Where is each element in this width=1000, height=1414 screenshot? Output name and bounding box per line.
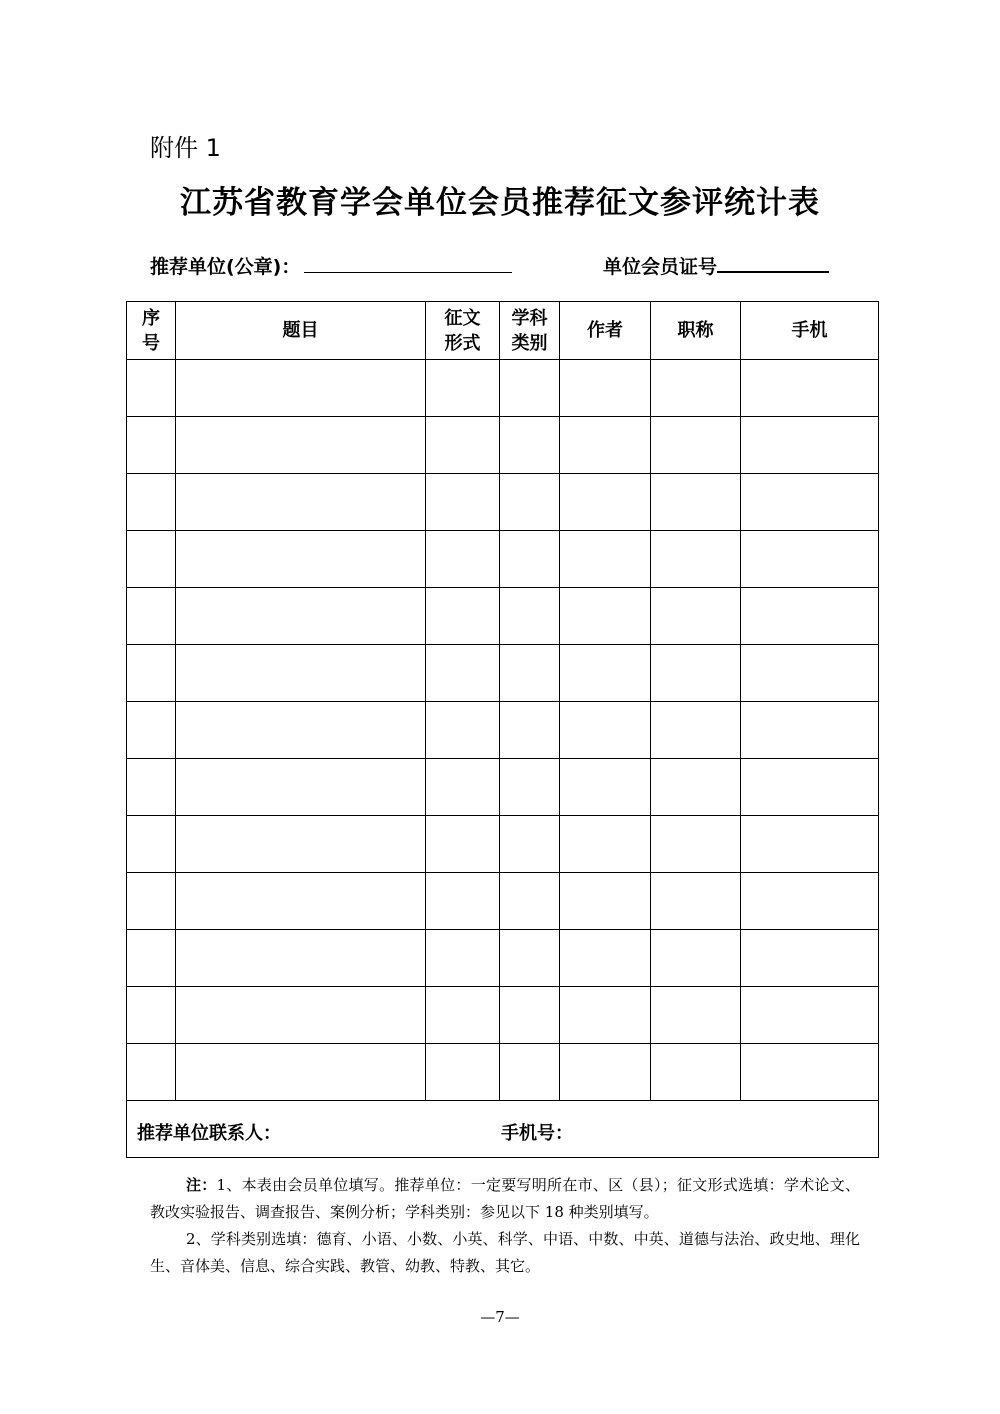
member-number-line: [603, 252, 829, 279]
page-number: —7—: [480, 1308, 520, 1326]
title-cell[interactable]: [651, 987, 741, 1044]
subject-cell[interactable]: [500, 759, 560, 816]
footer-cell: [127, 1101, 879, 1158]
topic-cell[interactable]: [176, 588, 426, 645]
format-cell[interactable]: [426, 987, 500, 1044]
topic-cell[interactable]: [176, 417, 426, 474]
table-row: [127, 1044, 879, 1101]
index-cell[interactable]: [127, 360, 176, 417]
table-row: [127, 474, 879, 531]
author-cell[interactable]: [560, 873, 651, 930]
header-subject: 学科 类别: [500, 302, 560, 360]
note-2: 2、学科类别选填：德育、小语、小数、小英、科学、中语、中数、中英、道德与法治、政史地、理化生、音体美、信息、综合实践、教管、幼教、特教、其它。: [150, 1230, 860, 1275]
format-cell[interactable]: [426, 588, 500, 645]
title-cell[interactable]: [651, 930, 741, 987]
title-cell[interactable]: [651, 702, 741, 759]
table-footer-row: [127, 1101, 879, 1158]
index-cell[interactable]: [127, 588, 176, 645]
table-row: [127, 702, 879, 759]
author-cell[interactable]: [560, 987, 651, 1044]
phone-cell[interactable]: [741, 702, 879, 759]
author-cell[interactable]: [560, 759, 651, 816]
table-row: [127, 531, 879, 588]
index-cell[interactable]: [127, 930, 176, 987]
topic-cell[interactable]: [176, 873, 426, 930]
format-cell[interactable]: [426, 417, 500, 474]
author-cell[interactable]: [560, 645, 651, 702]
recommend-unit-label: 推荐单位(公章)：: [150, 256, 301, 278]
attachment-label: 附件 1: [150, 134, 221, 162]
author-cell[interactable]: [560, 588, 651, 645]
contact-person-label: 推荐单位联系人：: [137, 1123, 281, 1144]
table-row: [127, 987, 879, 1044]
index-cell[interactable]: [127, 474, 176, 531]
header-format: 征文 形式: [426, 302, 500, 360]
table-row: [127, 588, 879, 645]
table-row: [127, 930, 879, 987]
title-cell[interactable]: [651, 531, 741, 588]
phone-cell[interactable]: [741, 474, 879, 531]
note-1-text: 1、本表由会员单位填写。推荐单位：一定要写明所在市、区（县）；征文形式选填：学术论文、教改实验报告、调查报告、案例分析；学科类别：参见以下 18 种类别填写。: [150, 1176, 860, 1221]
topic-cell[interactable]: [176, 930, 426, 987]
table-row: [127, 360, 879, 417]
author-cell[interactable]: [560, 417, 651, 474]
subject-cell[interactable]: [500, 873, 560, 930]
title-cell[interactable]: [651, 360, 741, 417]
header-author: 作者: [560, 302, 651, 360]
index-cell[interactable]: [127, 417, 176, 474]
header-phone: 手机: [741, 302, 879, 360]
submission-table: [126, 301, 879, 1158]
format-cell[interactable]: [426, 816, 500, 873]
topic-cell[interactable]: [176, 987, 426, 1044]
format-cell[interactable]: [426, 873, 500, 930]
header-index: 序 号: [127, 302, 176, 360]
topic-cell[interactable]: [176, 360, 426, 417]
title-cell[interactable]: [651, 759, 741, 816]
phone-cell[interactable]: [741, 417, 879, 474]
subject-cell[interactable]: [500, 588, 560, 645]
topic-cell[interactable]: [176, 702, 426, 759]
subject-cell[interactable]: [500, 987, 560, 1044]
notes-section: [150, 1172, 860, 1280]
phone-cell[interactable]: [741, 759, 879, 816]
topic-cell[interactable]: [176, 1044, 426, 1101]
index-cell[interactable]: [127, 531, 176, 588]
format-cell[interactable]: [426, 1044, 500, 1101]
author-cell[interactable]: [560, 702, 651, 759]
index-cell[interactable]: [127, 702, 176, 759]
subject-cell[interactable]: [500, 1044, 560, 1101]
member-number-blank[interactable]: [717, 253, 829, 273]
title-cell[interactable]: [651, 645, 741, 702]
phone-cell[interactable]: [741, 1044, 879, 1101]
phone-cell[interactable]: [741, 588, 879, 645]
topic-cell[interactable]: [176, 759, 426, 816]
note-prefix: 注：: [186, 1176, 217, 1194]
subject-cell[interactable]: [500, 474, 560, 531]
recommend-unit-blank[interactable]: [304, 254, 512, 273]
header-topic: 题目: [176, 302, 426, 360]
subject-cell[interactable]: [500, 816, 560, 873]
subject-cell[interactable]: [500, 360, 560, 417]
format-cell[interactable]: [426, 360, 500, 417]
index-cell[interactable]: [127, 645, 176, 702]
phone-cell[interactable]: [741, 930, 879, 987]
phone-cell[interactable]: [741, 531, 879, 588]
format-cell[interactable]: [426, 759, 500, 816]
author-cell[interactable]: [560, 474, 651, 531]
author-cell[interactable]: [560, 360, 651, 417]
author-cell[interactable]: [560, 816, 651, 873]
table-row: [127, 759, 879, 816]
recommend-unit-line: [150, 252, 512, 279]
table-row: [127, 816, 879, 873]
phone-cell[interactable]: [741, 360, 879, 417]
note-1: [150, 1172, 860, 1226]
index-cell[interactable]: [127, 759, 176, 816]
title-cell[interactable]: [651, 588, 741, 645]
format-cell[interactable]: [426, 930, 500, 987]
subject-cell[interactable]: [500, 930, 560, 987]
topic-cell[interactable]: [176, 474, 426, 531]
index-cell[interactable]: [127, 873, 176, 930]
phone-cell[interactable]: [741, 816, 879, 873]
topic-cell[interactable]: [176, 816, 426, 873]
table-row: [127, 873, 879, 930]
title-cell[interactable]: [651, 474, 741, 531]
topic-cell[interactable]: [176, 531, 426, 588]
member-number-label: 单位会员证号: [603, 256, 718, 278]
page-title: 江苏省教育学会单位会员推荐征文参评统计表: [180, 185, 820, 221]
subject-cell[interactable]: [500, 645, 560, 702]
subject-cell[interactable]: [500, 417, 560, 474]
contact-phone-label: 手机号：: [501, 1123, 573, 1144]
title-cell[interactable]: [651, 1044, 741, 1101]
format-cell[interactable]: [426, 474, 500, 531]
author-cell[interactable]: [560, 930, 651, 987]
author-cell[interactable]: [560, 1044, 651, 1101]
phone-cell[interactable]: [741, 987, 879, 1044]
header-title: 职称: [651, 302, 741, 360]
topic-cell[interactable]: [176, 645, 426, 702]
format-cell[interactable]: [426, 702, 500, 759]
title-cell[interactable]: [651, 873, 741, 930]
table-header-row: [127, 302, 879, 360]
title-cell[interactable]: [651, 816, 741, 873]
format-cell[interactable]: [426, 531, 500, 588]
table-row: [127, 645, 879, 702]
format-cell[interactable]: [426, 645, 500, 702]
index-cell[interactable]: [127, 987, 176, 1044]
author-cell[interactable]: [560, 531, 651, 588]
subject-cell[interactable]: [500, 531, 560, 588]
title-cell[interactable]: [651, 417, 741, 474]
index-cell[interactable]: [127, 1044, 176, 1101]
phone-cell[interactable]: [741, 873, 879, 930]
table-row: [127, 417, 879, 474]
subject-cell[interactable]: [500, 702, 560, 759]
phone-cell[interactable]: [741, 645, 879, 702]
index-cell[interactable]: [127, 816, 176, 873]
